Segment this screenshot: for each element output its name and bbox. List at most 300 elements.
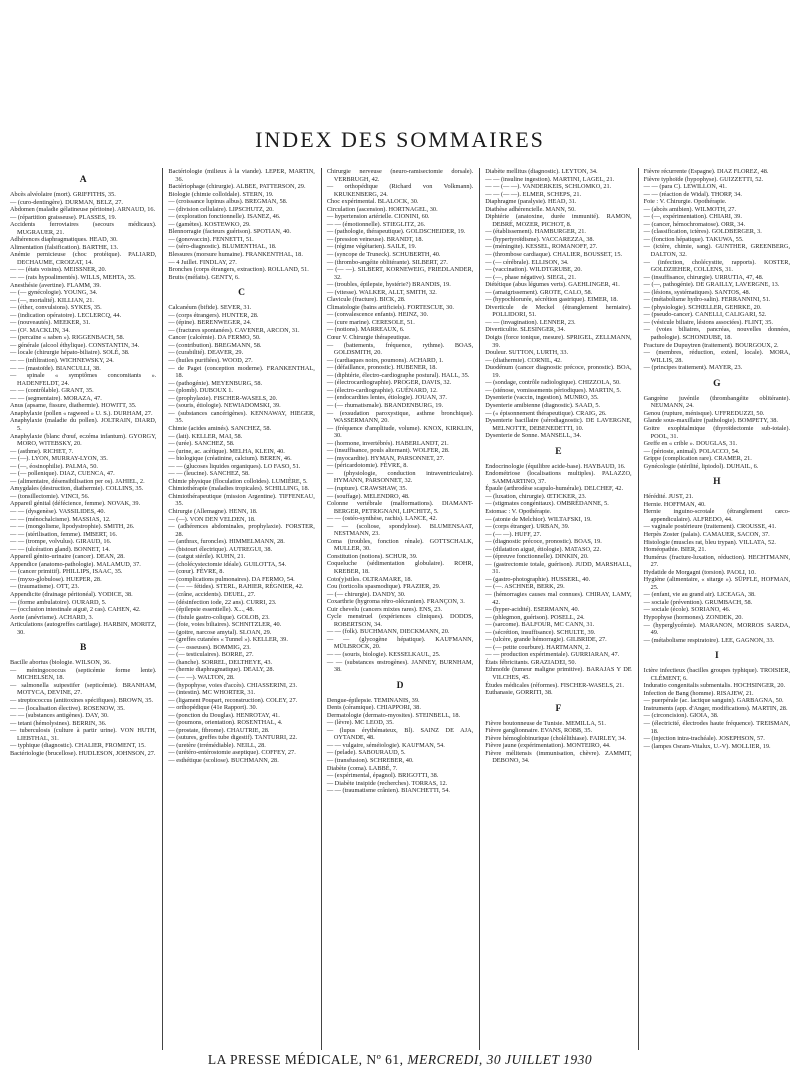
- index-entry: Cuir chevelu (cancers mixtes rares). ENS, 23.: [326, 605, 443, 613]
- index-entry: — (— chirurgie). DANDY, 30.: [326, 590, 406, 598]
- index-entry: Dermatologie (dermato-myosites). STEINBELL, 18.: [326, 711, 461, 719]
- index-entry: — — (glucoses liquides organiques). LO FASO, 51.: [168, 462, 301, 470]
- index-entry: — (stigmates congénitaux). OMBRÉDANNE, 5.: [485, 500, 609, 508]
- index-entry: Articulations (autogreffes cartilage). HARBIN, MORITZ, 30.: [10, 621, 157, 636]
- index-entry: Abcès alvéolaire (mort). GRIFFITHS, 35.: [10, 191, 116, 198]
- index-entry: Dysenterie bacillaire (sérodiagnostic). DE LAVERGNE, MELNOTTE, DEBENEDETTI, 10.: [485, 417, 632, 432]
- index-entry: — (« épisonnement thérapeutique). CRAIG, 26.: [485, 409, 607, 417]
- index-entry: — (battements, fréquence, rythme). BOAS, GOLDSMITH, 20.: [326, 341, 474, 357]
- index-entry: — — (dysgenèse). VASSILIDES, 40.: [10, 507, 106, 515]
- index-entry: — (— petite courbure). HARTMANN, 2.: [485, 643, 591, 651]
- index-entry: Anus (apsame, fissure, diathermie). HOWITT, 35.: [10, 402, 137, 410]
- index-entry: Circulation (ascension). HORTNAGEL, 30.: [326, 205, 438, 213]
- index-entry: — esthétique (scoliose). BUCHMANN, 28.: [168, 757, 279, 765]
- index-entry: Dysenterie de Sonne. MANSELL, 34.: [485, 432, 582, 440]
- index-entry: — (cardiaques noirs, poumons). ACHARD, 1.: [326, 356, 444, 364]
- index-entry: Anémie pernicieuse (choc protéique). PALIARD, DECHAUME, CROIZAT, 14.: [10, 251, 157, 266]
- index-entry: — (anthrax, furoncles). HIMMELMANN, 28.: [168, 538, 285, 546]
- index-entry: — (sténose, vomissements périodiques). MARTIN, 5.: [485, 386, 622, 394]
- index-entry: — (classification, ictères). GOLDBERGER, 3.: [643, 228, 762, 236]
- index-entry: — — (segmentaire). MORAZA, 47.: [10, 394, 102, 402]
- index-entry: — orthopédique (41e Rapport). 30.: [168, 704, 258, 712]
- index-entry: Chimiothérapie (maladies tropicales). SCHILLING, 18.: [168, 485, 310, 493]
- index-entry: — (uretère (irrémédiable). NEILL, 28.: [168, 741, 266, 749]
- index-entry: — (ligament Poupart, reconstruction). COLEY, 27.: [168, 696, 298, 704]
- index-entry: — (percaïne « saben »). RIGGENBACH, 58.: [10, 334, 125, 342]
- index-entry: Histologie (muscles rat, bleu trypan). VILLATA, 52.: [643, 538, 776, 546]
- index-entry: — (endocardites lentes, étiologie). JOUAN, 37.: [326, 394, 447, 402]
- index-entry: Goitre exophtalmique (thyroïdectomie sub-totale). POOL, 31.: [643, 424, 790, 440]
- index-entry: Fièvre ganglionnaire. EVANS, ROBB, 35.: [485, 727, 593, 735]
- index-entry: — (lait). KELLER, MAI, 58.: [168, 432, 243, 440]
- index-entry: Cancer (calcémie). DA FERMO, 50.: [168, 334, 261, 342]
- index-entry: — (intestin). MC WHORTER, 31.: [168, 689, 256, 697]
- index-entry: Fièvre jaune (expérimentation). MONTEIRO, 44.: [485, 742, 611, 750]
- section-letter: F: [555, 703, 562, 714]
- index-entry: — (infection, cholécystite, rapports). KOSTER, GOLDZIEHER, COLLENS, 31.: [643, 258, 790, 274]
- index-entry: — (établissement). HAMBURGER, 21.: [485, 228, 586, 236]
- index-entry: — — (trompe, volvulus). GIRAUD, 16.: [10, 538, 112, 546]
- index-entry: Études médicales (réformes). FISCHER-WASELS, 21.: [485, 681, 624, 689]
- index-entry: Gangrène juvénile (thrombangéite oblitérante). NEUMANN, 24.: [643, 394, 790, 410]
- index-entry: — — (mastoïde). BIANCULLI, 38.: [10, 364, 101, 372]
- index-entry: — (hanche). SORREL, DELTHEYE, 43.: [168, 658, 273, 666]
- index-entry: Cycle menstruel (expériences cliniques). DODDS, ROBERTSON, 34.: [326, 613, 474, 628]
- index-entry: — — (folk). BUCHMANN, DIECKMANN, 20.: [326, 628, 450, 636]
- index-entry: Bactériologie (milieux à la viande). LEPER, MARTIN, 36.: [168, 168, 315, 183]
- index-entry: — (lèvre). MC LEOD, 35.: [326, 719, 394, 727]
- index-entry: — — (ménochalcisme). MASSIAS, 12.: [10, 515, 111, 523]
- index-entry: — (—, éosinophilie). PALMA, 50.: [10, 462, 98, 470]
- index-entry: Anesthésie (avertine). FLAMM, 39.: [10, 281, 101, 289]
- index-entry: — (hypertyroïdisme). VACCAREZZA, 38.: [485, 235, 595, 243]
- index-entry: — (diphtérie, électro-cardiographe postural). HALL, 35.: [326, 371, 470, 379]
- index-entry: Endométriose (localisations multiples). PALAZZO, SAMMARTINO, 37.: [485, 470, 632, 485]
- index-entry: — — (glycogène hépatique). KAUFMANN, MÜLBROCK, 20.: [326, 635, 474, 651]
- index-entry: Greffe en « crible ». DOUGLAS, 31.: [643, 440, 738, 448]
- index-entry: Bactériophage (chirurgie). ALBEE, PATTERSON, 29.: [168, 183, 306, 191]
- index-entry: Aorte (anévrisme). ACHARD, 3.: [10, 613, 94, 621]
- index-entry: Hernie. HOFFMAN, 40.: [643, 500, 706, 508]
- index-entry: — (myocardite). HYMAN, PARSONNET, 27.: [326, 454, 445, 462]
- index-entry: — (cancer, hémochromatose). ORR, 34.: [643, 220, 746, 228]
- index-entry: — (cure marine). CERESOLE, 51.: [326, 318, 415, 326]
- index-entry: — (division cellulaire). LIPSCHUTZ, 20.: [168, 205, 274, 213]
- index-entry: — méningococcus (septicémie forme lente). MICHELSEN, 18.: [10, 666, 157, 682]
- index-entry: — (— testiculaires). BORRE, 27.: [168, 651, 254, 659]
- index-entry: Dengue-épilepsie. TEMINANIS, 39.: [326, 696, 420, 704]
- index-entry: — (—, phase négative). SIEGL, 21.: [485, 273, 576, 281]
- index-entry: — — (scoliose, spondylose). BLUMENSAAT, NESTMANN, 23.: [326, 522, 474, 538]
- index-entry: — — (insuline ingestion). MARTINI, LAGEL, 21.: [485, 175, 615, 183]
- index-entry: — (épilepsie essentielle). X..., 48.: [168, 606, 255, 614]
- index-entry: Estomac : V. Opothérapie.: [485, 507, 552, 515]
- index-entry: — (expérimental, épagnol). BRIGOTTI, 38.: [326, 772, 439, 780]
- index-entry: — (prophylaxie). FISCHER-WASELS, 20.: [168, 394, 278, 402]
- index-entry: — (occlusion intestinale aiguë, 2 cas). CAHEN, 42.: [10, 606, 141, 614]
- index-entry: Diathèse adhérencielle. MANN, 50.: [485, 205, 576, 213]
- index-entry: — (myxo-globulose). HUEPER, 28.: [10, 575, 102, 583]
- index-entry: — (nouveautés). MEEKER, 31.: [10, 319, 91, 327]
- index-entry: Choc expérimental. BLALOCK, 30.: [326, 198, 419, 206]
- index-entry: — (métabolisme respiratoire). LEE, GAGNON, 33.: [643, 636, 775, 644]
- section-letter: E: [555, 446, 562, 457]
- index-entry: Fièvre boutonneuse de Tunisie. MEMILLA, 51.: [485, 719, 606, 727]
- index-entry: Chirurgie nerveuse (neuro-ramisectomie dorsale). VERBRUGH, 42.: [326, 168, 474, 183]
- index-entry: — (gonovaccin). FENNETTI, 51.: [168, 235, 254, 243]
- index-entry: — tetani (hémolysines). BERRIN, 36.: [10, 719, 107, 727]
- index-entry: — (hémorragies causes mal connues). CHIRAY, LAMY, 42.: [485, 590, 632, 606]
- index-entry: Coqueluche (sédimentation globulaire). ROHR, KREBER, 18.: [326, 560, 474, 575]
- page-footer: [0, 1052, 800, 1068]
- index-entry: — — (infiltration). WICHNEWSKY, 24.: [10, 357, 114, 365]
- index-entry: — orthopédique (Richard von Volkmann). KRUKENBERG, 24.: [326, 183, 474, 198]
- index-entry: Blessures (morsure humaine). FRANKENTHAL, 18.: [168, 251, 303, 259]
- index-entry: — (hormone, invertébrés). HABERLANDT, 21.: [326, 439, 449, 447]
- index-entry: — — (leucine). SANCHEZ, 58.: [168, 470, 250, 478]
- index-entry: — (— osseuses). BOMMIG, 23.: [168, 643, 251, 651]
- index-entry: — (défaillance, pronostic). HUBENER, 18.: [326, 364, 437, 372]
- index-entry: — — (substances œstrogènes). JANNEY, BURNHAM, 38.: [326, 658, 474, 674]
- index-entry: — (— gynécologie). YOUNG, 34.: [10, 289, 98, 297]
- index-entry: Alimentation (falsification). BARTHE, 13.: [10, 243, 119, 251]
- index-entry: — (— —). HUFF, 27.: [485, 530, 542, 538]
- index-entry: — streptococcus (antitoxines spécifiques). BROWN, 35.: [10, 697, 154, 704]
- index-columns: [10, 168, 790, 1050]
- index-entry: Bruits (méfaits). GENTY, 6.: [168, 273, 240, 281]
- index-entry: — (tonsillectomie). VINCI, 56.: [10, 492, 90, 500]
- index-entry: — (ponction du Douglas). HENROTAY, 41.: [168, 711, 280, 719]
- index-entry: — — (— —). VANDERKEIS, SCHLOMKO, 21.: [485, 183, 612, 191]
- index-column: [638, 168, 790, 1050]
- index-entry: — (exsudation paroxystique, asthme bronchique). WASSERMANN, 20.: [326, 409, 474, 425]
- index-entry: — (huiles purifiées). WOOD, 27.: [168, 357, 253, 365]
- index-entry: — (— cérébrale). ELLISON, 34.: [485, 258, 569, 266]
- index-entry: Amygdales (destruction, diathermie). COLLINS, 35.: [10, 485, 144, 493]
- section-letter: A: [79, 175, 87, 185]
- index-entry: Hygiène (alimentaire, « sitarge »). SÜPFLE, HOFMAN, 25.: [643, 576, 790, 591]
- index-entry: — (— pollenique). DIAZ, CUENCA, 47.: [10, 470, 115, 478]
- index-entry: — (—). VON DEN VELDEN, 18.: [168, 515, 256, 523]
- index-entry: — — (émotionnelle). STIEGLITZ, 26.: [326, 220, 426, 228]
- index-entry: Coma (troubles, fonction rénale). GOTTSCHALK, MULLER, 30.: [326, 537, 474, 553]
- index-entry: Chirurgie (Allemagne). HENN, 18.: [168, 507, 258, 515]
- index-entry: Appendicite (drainage péritonéal). YODICE, 38.: [10, 590, 133, 598]
- index-entry: — (thrombo-angéite oblitérante). SILBERT, 27.: [326, 258, 448, 266]
- index-entry: Fièvre récurrente (Espagne). DIAZ FLOREZ, 48.: [643, 168, 769, 175]
- index-entry: — (hypophyse, voies d'accès). CHIASSERINI, 23.: [168, 681, 298, 689]
- index-entry: États fébricitants. GRAZIADEI, 50.: [485, 658, 577, 666]
- index-entry: Dysenterie amibienne (diagnostic). SAAD, 5.: [485, 401, 601, 409]
- index-entry: — (souffage). MELENDRO, 48.: [326, 492, 410, 500]
- index-entry: — (amaigrissement). GROTE, CALO, 58.: [485, 288, 593, 296]
- index-entry: — (fonction hépatique). TAKUWA, 55.: [643, 235, 744, 243]
- index-entry: Ethmoïde (tumeur maligne primitive). BARAJAS Y DE VILCHES, 45.: [485, 666, 632, 681]
- index-entry: Chimie (acides aminés). SANCHEZ, 58.: [168, 424, 272, 432]
- index-entry: — (sécrétion, insuffisance). SCHULTE, 39.: [485, 628, 596, 636]
- index-entry: — — (stérilisation, femme). IMBERT, 16.: [10, 530, 118, 538]
- index-entry: — salmonella suipestifer (septicémie). BRANHAM, MOTYCA, DEVINE, 27.: [10, 681, 157, 697]
- index-entry: — (foie, voies biliaires). SCHNITZLER, 40.: [168, 621, 282, 629]
- index-entry: — (prostate, fibrome). CHAUTRIE, 28.: [168, 726, 270, 734]
- index-entry: Diabète mellitus (diagnostic). LEYTON, 34.: [485, 168, 598, 175]
- index-entry: — (membres, réduction, extenl, locale). MORA, WILLIS, 28.: [643, 349, 790, 364]
- index-entry: — (voies biliaires, pancréas, nouvelles données, pathologie). SCHONDUBE, 18.: [643, 326, 790, 342]
- index-entry: Fièvre hémoglobinurique (cholélithiase). FAIRLEY, 34.: [485, 734, 627, 742]
- index-entry: Constitution (notions). SCHUR, 39.: [326, 552, 418, 560]
- index-entry: — — (mongolisme, lipodystrophie). SMITH, 26.: [10, 523, 135, 531]
- index-entry: Fièvre mélitensis (immunisation, chèvre). ZAMMIT, DEBONO, 34.: [485, 749, 632, 765]
- index-entry: — (rupture). CRAWSHAW, 35.: [326, 484, 408, 492]
- section-letter: G: [713, 378, 721, 389]
- index-entry: — (injection intra-trachéale). JOSEPHSON, 57.: [643, 735, 765, 743]
- index-entry: — (épreuve fonctionnelle). DINKIN, 20.: [485, 553, 589, 561]
- index-entry: — (enfant, vie au grand air). LICEAGA, 38.: [643, 591, 756, 599]
- index-entry: — (principes traitement). MAYER, 23.: [643, 364, 743, 372]
- index-entry: Hernie inguino-scrotale (étranglement cæco-appendiculaire). ALFREDO, 44.: [643, 508, 790, 523]
- section-letter: H: [713, 477, 721, 488]
- index-entry: — — (— —). ELMER, SCHEPS, 21.: [485, 190, 582, 198]
- footer-journal: LA PRESSE MÉDICALE,: [207, 1052, 363, 1067]
- index-entry: Bacille abortus (biologie. WILSON, 36.: [10, 659, 111, 667]
- section-letter: I: [714, 651, 719, 662]
- index-entry: Bronches (corps étrangers, extraction). ROLLAND, 51.: [168, 266, 309, 274]
- index-entry: Hypophyse (hormones). ZONDEK, 20.: [643, 613, 743, 621]
- index-entry: — (électricité, électrodes haute fréquence). TREISMAN, 18.: [643, 720, 790, 735]
- index-entry: Diaphragme (paralysie). HEAD, 31.: [485, 198, 577, 206]
- index-entry: Hérédité. JUST, 21.: [643, 493, 694, 501]
- index-entry: — (complications pulmonaires). DA FERMO, 54.: [168, 575, 295, 583]
- index-entry: Homéopathie. BIER, 21.: [643, 546, 707, 554]
- index-entry: — — (localisation élective). ROSENOW, 35.: [10, 704, 125, 712]
- index-entry: Grippe (complication rare). CRAMER, 21.: [643, 455, 752, 463]
- index-entry: Hydatide de Morgagni (torsion). PAOLI, 10.: [643, 568, 756, 576]
- index-entry: — (corps étranger). URBAN, 39.: [485, 523, 570, 531]
- index-entry: Cou (torticolis spasmodique). FRAZIER, 29.: [326, 583, 441, 591]
- index-entry: — (croissance lupinus albus). BREGMAN, 58.: [168, 198, 288, 206]
- index-entry: — — vulgaire, séméiologie). KAUFMAN, 54.: [326, 741, 445, 749]
- section-letter: C: [238, 288, 246, 299]
- index-entry: — (lésions, systématiques). SANTOS, 48.: [643, 288, 751, 296]
- index-entry: — (cholécystectomie idéale). GUILOTTA, 54.: [168, 560, 287, 568]
- index-entry: — (curabilité). DEAVER, 29.: [168, 349, 244, 357]
- index-entry: — (thrombose cardiaque). CHALIER, BOUSSET, 15.: [485, 251, 623, 259]
- index-entry: Fièvre typhoïde (hypophyse). GUIZZETTI, 52.: [643, 175, 764, 183]
- index-entry: — (convalescence enfants). HEINZ, 30.: [326, 311, 429, 319]
- index-entry: — (goitre, narcose amytal). SLOAN, 29.: [168, 628, 272, 636]
- index-entry: Diphtérie (anatoxine, durée immunité). RAMON, DEBRÉ, MOZER, PICHOT, 8.: [485, 213, 632, 228]
- index-entry: — (urétéro-entérostomie aseptique). COFFEY, 27.: [168, 749, 296, 757]
- index-entry: — (gastro-photographie). HUSSERL, 40.: [485, 575, 591, 583]
- index-entry: — (luxation, chirurgie). ŒTICKER, 23.: [485, 492, 587, 500]
- index-entry: Douleur. SUTTON, LURTH, 33.: [485, 349, 569, 357]
- index-entry: — (curo-dentingère). DURMAN, BELZ, 27.: [10, 198, 123, 206]
- index-entry: Anaphylaxie (blanc d'œuf, eczéma infantum). GYORGY, MORO, WITEBSKY, 20.: [10, 432, 157, 448]
- index-entry: Biologie (chimie colloïdale). STERN, 19.: [168, 190, 274, 198]
- index-entry: Appareil génital (défécience, femme). NOVAK, 39.: [10, 500, 141, 508]
- index-entry: — (traumatisme). OTT, 23.: [10, 583, 80, 591]
- index-entry: — (diagnostic précoce, pronostic). BOAS, 19.: [485, 538, 602, 546]
- index-entry: — (plomb). DUBOUX 1.: [168, 387, 233, 395]
- index-entry: — (fréquence d'amplitude, volume). KNOX, KIRKLIN, 30.: [326, 424, 474, 440]
- index-entry: — Diabète insipide (recherches). TORRAS, 12.: [326, 779, 448, 787]
- index-column: [10, 168, 156, 1050]
- index-entry: — (électro-cardiographie). GUÉNARD, 12.: [326, 386, 438, 394]
- index-entry: — typhique (diagnostic). CHALIER, FROMENT, 15.: [10, 742, 146, 750]
- index-entry: — (hernie diaphragmatique). DEALY, 28.: [168, 666, 275, 674]
- index-entry: — (—, expérimentation). CHIARI, 39.: [643, 213, 742, 221]
- index-entry: — (répartition graisseuse). PLASSES, 19.: [10, 213, 117, 221]
- index-entry: — (— rhumatismale). BRANDENBURG, 19.: [326, 401, 444, 409]
- index-entry: — tuberculosis (culture à partir urine). VON HUTH, LIEBTHAL, 31.: [10, 727, 157, 742]
- index-entry: — (atonie de Melchior). WILTAFSKI, 19.: [485, 515, 592, 523]
- index-entry: — (abcès amibien). WILMOTH, 27.: [643, 205, 737, 213]
- index-entry: — — (ulcération gland). BONNET, 14.: [10, 545, 110, 553]
- footer-number: Nº 61,: [366, 1052, 404, 1067]
- index-entry: — (méningite). KESSEL, ROMANOFF, 27.: [485, 243, 598, 251]
- index-entry: — générale (alcool éthylique). CONSTANTIN, 34.: [10, 341, 140, 349]
- index-entry: — (— —). WALTON, 28.: [168, 674, 235, 681]
- index-entry: — (insuffisance, pouls alternant). WOLFER, 28.: [326, 447, 450, 455]
- index-entry: — (phlegmon, guérison). POSELL, 24.: [485, 613, 585, 621]
- index-column: [162, 168, 314, 1050]
- index-entry: Doigts (force tonique, mesure). SPRIGEL, ZELLMANN, 39.: [485, 334, 632, 349]
- index-entry: — (pseudo-cancer). CANELLI, CALIGARI, 52.: [643, 311, 767, 319]
- index-entry: Blennorragie (facteurs guérison). SPOTIAN, 40.: [168, 228, 291, 236]
- index-entry: — puerpérale (ac. lactique sanguin). GARBAGNA, 50.: [643, 697, 784, 705]
- index-entry: Instruments (app. d'Anger, modifications). MARTIN, 28.: [643, 704, 788, 712]
- index-entry: Induratio congenitalis submentalis. HOCHSINGER, 20.: [643, 682, 786, 690]
- index-entry: — (O². MACKLIN, 34.: [10, 326, 70, 334]
- index-entry: — — (souris, biologie). KESSELKAUL, 25.: [326, 651, 441, 658]
- index-entry: Accidents ferroviaires (secours médicaux). MUGRAUER, 21.: [10, 221, 157, 236]
- index-entry: — — (para C). LEWILLON, 41.: [643, 183, 727, 191]
- index-entry: — (contribution). BREGMANN, 58.: [168, 341, 262, 349]
- index-entry: — (cancer primitif). PHILLIPS, ISAAC, 35.: [10, 568, 123, 576]
- index-entry: — — (substances antigènes). DAY, 30.: [10, 712, 109, 720]
- index-column: [479, 168, 631, 1050]
- page-title: INDEX DES SOMMAIRES: [255, 127, 545, 152]
- index-entry: — (électrocardiographie). PROGER, DAVIS, 32.: [326, 379, 452, 387]
- section-letter: D: [396, 680, 404, 691]
- index-entry: — — (traumatisme crânien). BIANCHETTI, 54.: [326, 787, 450, 795]
- index-entry: — (substances cancérigènes). KENNAWAY, HIEGER, 35.: [168, 409, 315, 425]
- index-entry: — — production expérimentale). GURRIARAN, 47.: [485, 651, 620, 659]
- index-entry: — — (rats hypoalimentés). WILLS, MEHTA, 35.: [10, 274, 136, 282]
- index-entry: — (transfusion). SCHREBER, 40.: [326, 757, 414, 765]
- index-entry: — (adhérences abdominales, prophylaxie). FORSTER, 28.: [168, 523, 315, 538]
- index-entry: Herpès Zoster (palais). CAMAUER, SACON, 37.: [643, 530, 770, 538]
- index-entry: — (pathogénie). MEYENBURG, 58.: [168, 379, 263, 387]
- index-entry: — (hyper-acidité). ESERMANN, 40.: [485, 606, 580, 614]
- index-entry: Colonne vertébrale (malformations). DIAMANT-BERGER, PETRIGNANI, LIPCHITZ, 5.: [326, 500, 474, 515]
- index-entry: — (pelade). SABOURAUD, 5.: [326, 749, 406, 757]
- index-entry: — (physiologie, conduction intraventriculaire). HYMANN, PARSONNET, 32.: [326, 469, 474, 485]
- index-entry: Dysenterie (vaccin, ingestion). MUNRO, 35.: [485, 394, 599, 402]
- index-entry: — — (contrôlable). GRANT, 35.: [10, 387, 94, 395]
- index-entry: Glande sous-maxillaire (pathologie). BOMPETY, 38.: [643, 417, 778, 425]
- index-entry: — (gamètes). KOSTEWKO, 29.: [168, 220, 251, 228]
- index-entry: — (crâne, accidents). DEUEL, 27.: [168, 590, 256, 598]
- index-entry: Endocrinologie (équilibre acide-base). HAYBAUD, 16.: [485, 462, 626, 470]
- index-entry: — sociale (prévention). GRUMBACH, 58.: [643, 598, 753, 606]
- index-entry: Duodénum (cancer diagnostic précoce, pronostic). BOA, 19.: [485, 364, 632, 379]
- index-entry: — (greffes cutanées « Tunnel »). KELLER, 39.: [168, 636, 288, 644]
- index-entry: — (gastrectomie totale, guérison). JUDD, MARSHALL, 31.: [485, 560, 632, 576]
- index-entry: Chimiothérapeutique (mission Argentine). TIFFENEAU, 35.: [168, 492, 315, 508]
- index-entry: Clavicule (fracture). BICK, 28.: [326, 296, 406, 304]
- index-entry: — (exploration fonctionnelle). ISANEZ, 46.: [168, 213, 281, 221]
- index-entry: — (corps étrangers). HUNTER, 28.: [168, 311, 259, 319]
- index-entry: Fracture de Dupuytren (traitement). BOURGOUX, 2.: [643, 341, 779, 349]
- index-entry: — (vésicule biliaire, lésions associées). FLINT, 35.: [643, 318, 773, 326]
- index-entry: — — (invagination). LENNER, 23.: [485, 318, 576, 326]
- index-entry: — (urine, ac. acétique). MELHA, KLEIN, 40.: [168, 447, 285, 455]
- index-entry: — (hyperglycémie). MARANON, MORROS SARDA, 49.: [643, 621, 790, 637]
- index-entry: Appendice (anatomo-pathologie). MALAMUD, 37.: [10, 560, 141, 568]
- index-entry: — vaginale postérieure (traitement). CROUSSE, 41.: [643, 523, 777, 531]
- index-entry: — (urée). SANCHEZ, 58.: [168, 440, 235, 448]
- index-entry: — (lampes Osram-Vitalux, U.-V). MOLLIER, 19.: [643, 742, 771, 750]
- index-entry: — 4 Juillet. FINDLAY, 27.: [168, 258, 237, 266]
- index-entry: — (souris, étiologie). NEWIADOMSKI, 39.: [168, 402, 281, 410]
- index-entry: Diététique (abus légumes verts). GAEHLINGER, 41.: [485, 281, 620, 289]
- index-entry: Dents (céramique). CHIAPPORI, 38.: [326, 704, 421, 712]
- section-letter: B: [80, 643, 87, 654]
- index-entry: — (syncope de Truneck). SCHUBERTH, 40.: [326, 251, 441, 259]
- index-entry: — (—, pathogénie). DE GRAILLY, LAVERGNE, 13.: [643, 281, 780, 289]
- index-entry: — (—. ASCHNER, BERK, 29.: [485, 583, 565, 591]
- index-entry: — (fractures spontanées). CAVENER, ARCON, 31.: [168, 326, 300, 334]
- index-entry: — sociale (école). SORIANO, 46.: [643, 606, 731, 614]
- index-entry: Genou (rupture, ménisque). UFFREDUZZI, 50.: [643, 409, 765, 417]
- index-entry: — (sondage, contrôle radiologique). CHIZZOLA, 50.: [485, 379, 621, 387]
- index-entry: Appareil génito-urinaire (cancer). DEAN, 28.: [10, 553, 125, 561]
- index-entry: — (— — fétides). STERL, RAHIER, RÉGNIER, 42.: [168, 583, 304, 591]
- index-entry: — (insuffisance, chirurgie). URRUTIA, 47, 48.: [643, 273, 764, 281]
- index-entry: — spinale « symptômes concomitants ». HADENFELDT, 24.: [10, 372, 157, 387]
- index-entry: — (sarcome). BALFOUR, MC CANN, 31.: [485, 621, 595, 629]
- index-column: [321, 168, 473, 1050]
- index-entry: — (alimentaire, désensibilisation per os). JAHIEL, 2.: [10, 477, 145, 485]
- index-entry: — (désinfection iode, 22 ans). CURRI, 23.: [168, 598, 277, 606]
- index-entry: — (vitesse). WALKER, ALLT, SMITH, 32.: [326, 288, 437, 296]
- index-entry: — (ulcère, grande hémorragie). GILBRIDE, 27.: [485, 636, 607, 644]
- index-entry: — (troubles, épilepsie, hystérie?) BRANDIS, 19.: [326, 281, 451, 289]
- index-entry: Coxarthrie (hygroma rétro-olécranien). FRANÇON, 3.: [326, 598, 465, 606]
- index-entry: Anaphylaxie (pollen « ragweed » U. S.). DURHAM, 27.: [10, 409, 153, 417]
- index-entry: Euthanasie, GORRITI, 38.: [485, 689, 553, 697]
- index-entry: — (périoste, animal). POLACCO, 54.: [643, 447, 740, 455]
- index-entry: Épaule (arthrodèse scapulo-humérale). DELCHEF, 42.: [485, 485, 624, 493]
- index-entry: Humérus (fracture-luxation, réduction). HECHTMANN, 27.: [643, 553, 790, 569]
- index-entry: — (péricardotomie). FÈVRE, 8.: [326, 462, 408, 470]
- index-entry: — (métabolisme hydro-salin). FERRANNINI, 51.: [643, 296, 771, 304]
- index-entry: Gynécologie (stérilité, lipiodol). DUHAIL, 6.: [643, 462, 759, 470]
- index-entry: — hypertension artérielle. CIONINI, 60.: [326, 213, 430, 221]
- index-entry: — de Paget (conception moderne). FRANKENTHAL, 18.: [168, 364, 315, 380]
- index-entry: — (—). LYON, MURRAY-LYON, 35.: [10, 455, 108, 463]
- index-entry: — (lupus érythémateux, Bl). SAINZ DE AJA, OYTANDE, 48.: [326, 726, 474, 742]
- index-entry: — (notions). MARREAUX, 6.: [326, 326, 405, 334]
- index-entry: Cœur V. Chirurgie thérapeutique.: [326, 334, 411, 342]
- index-entry: — (diathermie). CORNIL, 42.: [485, 356, 562, 364]
- index-entry: — (poumons, orientation). ROSENTHAL, 4.: [168, 719, 283, 727]
- index-entry: — (pression veineuse). BRANDT, 18.: [326, 235, 424, 243]
- index-entry: Anaphylaxie (maladie du pollen). JOLTRAIN, DIARD, 5.: [10, 417, 157, 432]
- index-entry: — (forme ambulatoire). OURARD, 5.: [10, 598, 107, 606]
- index-entry: — (épine). BERENWEGER, 24.: [168, 319, 252, 327]
